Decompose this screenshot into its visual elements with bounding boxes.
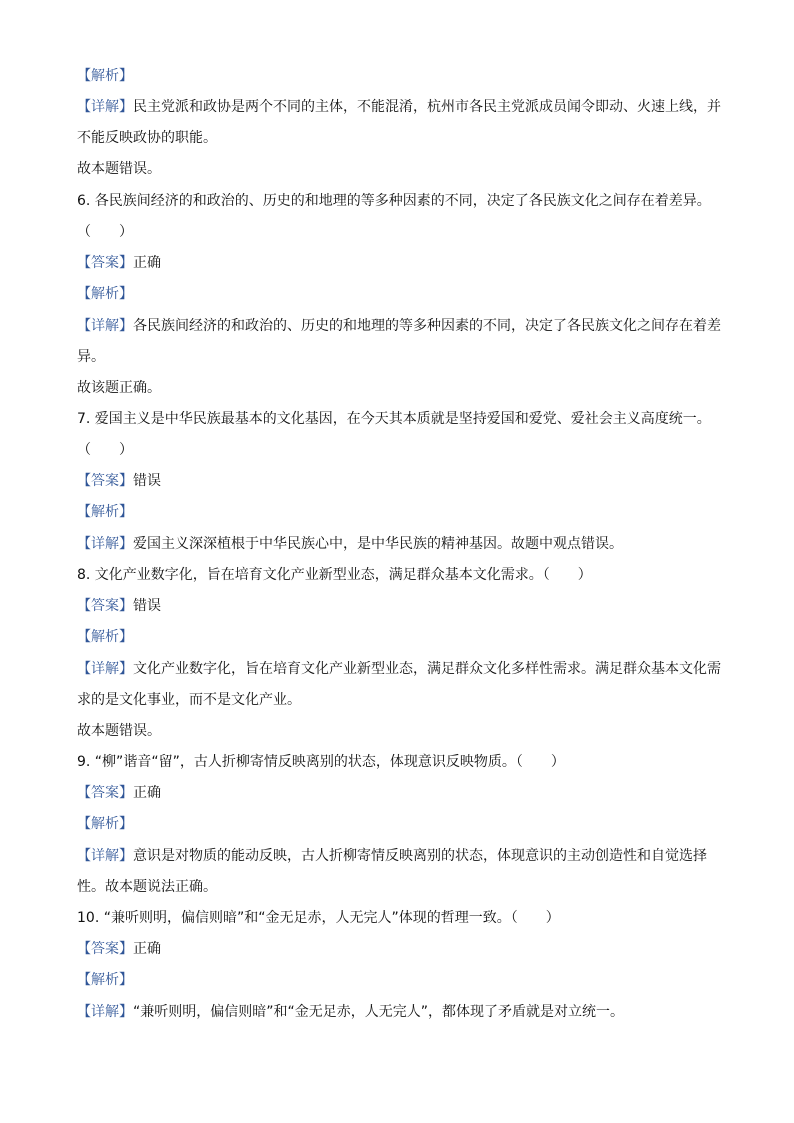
labeled-line (77, 316, 721, 336)
section-label: 【答案】 (77, 941, 133, 957)
section-label: 【解析】 (77, 972, 133, 988)
line-text: 6. 各民族间经济的和政治的、历史的和地理的等多种因素的不同，决定了各民族文化之间存在着差异。 (77, 193, 711, 209)
line-text: 10. “兼听则明，偏信则暗”和“金无足赤，人无完人”体现的哲理一致。（ ） (77, 910, 560, 926)
line-text: 正确 (133, 941, 161, 957)
section-label: 【答案】 (77, 473, 133, 489)
section-label: 【详解】 (77, 99, 133, 115)
labeled-line (77, 846, 717, 866)
section-label: 【详解】 (77, 318, 133, 334)
labeled-line (77, 253, 717, 273)
line-text: 错误 (133, 598, 161, 614)
section-label: 【答案】 (77, 785, 133, 801)
line-text: 求的是文化事业，而不是文化产业。 (77, 692, 301, 708)
line-text: 故本题错误。 (77, 723, 161, 739)
text-line (77, 347, 717, 367)
line-text: 7. 爱国主义是中华民族最基本的文化基因，在今天其本质就是坚持爱国和爱党、爱社会主义高度统一。 (77, 411, 711, 427)
line-text: 故该题正确。 (77, 380, 161, 396)
text-line (77, 721, 717, 741)
text-line (77, 690, 717, 710)
section-label: 【详解】 (77, 1004, 133, 1020)
line-text: 意识是对物质的能动反映，古人折柳寄情反映离别的状态，体现意识的主动创造性和自觉选择 (133, 848, 707, 864)
section-label: 【详解】 (77, 661, 133, 677)
line-text: （ ） (77, 442, 133, 458)
text-line (77, 409, 717, 429)
labeled-line (77, 596, 717, 616)
labeled-line (77, 534, 717, 554)
section-label: 【详解】 (77, 536, 133, 552)
line-text: 异。 (77, 349, 105, 365)
text-line (77, 440, 717, 460)
section-label: 【答案】 (77, 598, 133, 614)
section-label: 【解析】 (77, 504, 133, 520)
text-line (77, 908, 717, 928)
labeled-line (77, 471, 717, 491)
text-line (77, 222, 717, 242)
labeled-line (77, 939, 717, 959)
line-text: 故本题错误。 (77, 161, 161, 177)
section-label: 【解析】 (77, 629, 133, 645)
section-label: 【详解】 (77, 848, 133, 864)
text-line (77, 128, 717, 148)
section-label: 【解析】 (77, 286, 133, 302)
line-text: 不能反映政协的职能。 (77, 130, 217, 146)
labeled-line (77, 97, 721, 117)
text-line (77, 877, 717, 897)
text-line (77, 752, 717, 772)
labeled-line (77, 627, 717, 647)
line-text: 9. “柳”谐音“留”，古人折柳寄情反映离别的状态，体现意识反映物质。（ ） (77, 754, 565, 770)
text-line (77, 159, 717, 179)
line-text: 爱国主义深深植根于中华民族心中，是中华民族的精神基因。故题中观点错误。 (133, 536, 623, 552)
line-text: 文化产业数字化，旨在培育文化产业新型业态，满足群众文化多样性需求。满足群众基本文化需 (133, 661, 721, 677)
text-line (77, 191, 717, 211)
line-text: 正确 (133, 785, 161, 801)
section-label: 【解析】 (77, 816, 133, 832)
line-text: 民主党派和政协是两个不同的主体，不能混淆，杭州市各民主党派成员闻令即动、火速上线，并 (133, 99, 721, 115)
section-label: 【答案】 (77, 255, 133, 271)
line-text: 性。故本题说法正确。 (77, 879, 217, 895)
line-text: 错误 (133, 473, 161, 489)
line-text: 各民族间经济的和政治的、历史的和地理的等多种因素的不同，决定了各民族文化之间存在着差 (133, 318, 721, 334)
line-text: 8. 文化产业数字化，旨在培育文化产业新型业态，满足群众基本文化需求。（ ） (77, 567, 592, 583)
labeled-line (77, 659, 721, 679)
labeled-line (77, 284, 717, 304)
labeled-line (77, 502, 717, 522)
labeled-line (77, 970, 717, 990)
text-line (77, 565, 717, 585)
line-text: 正确 (133, 255, 161, 271)
labeled-line (77, 783, 717, 803)
text-line (77, 378, 717, 398)
line-text: “兼听则明，偏信则暗”和“金无足赤，人无完人”，都体现了矛盾就是对立统一。 (133, 1004, 625, 1020)
section-label: 【解析】 (77, 68, 133, 84)
labeled-line (77, 1002, 717, 1022)
labeled-line (77, 66, 717, 86)
labeled-line (77, 814, 717, 834)
line-text: （ ） (77, 224, 133, 240)
